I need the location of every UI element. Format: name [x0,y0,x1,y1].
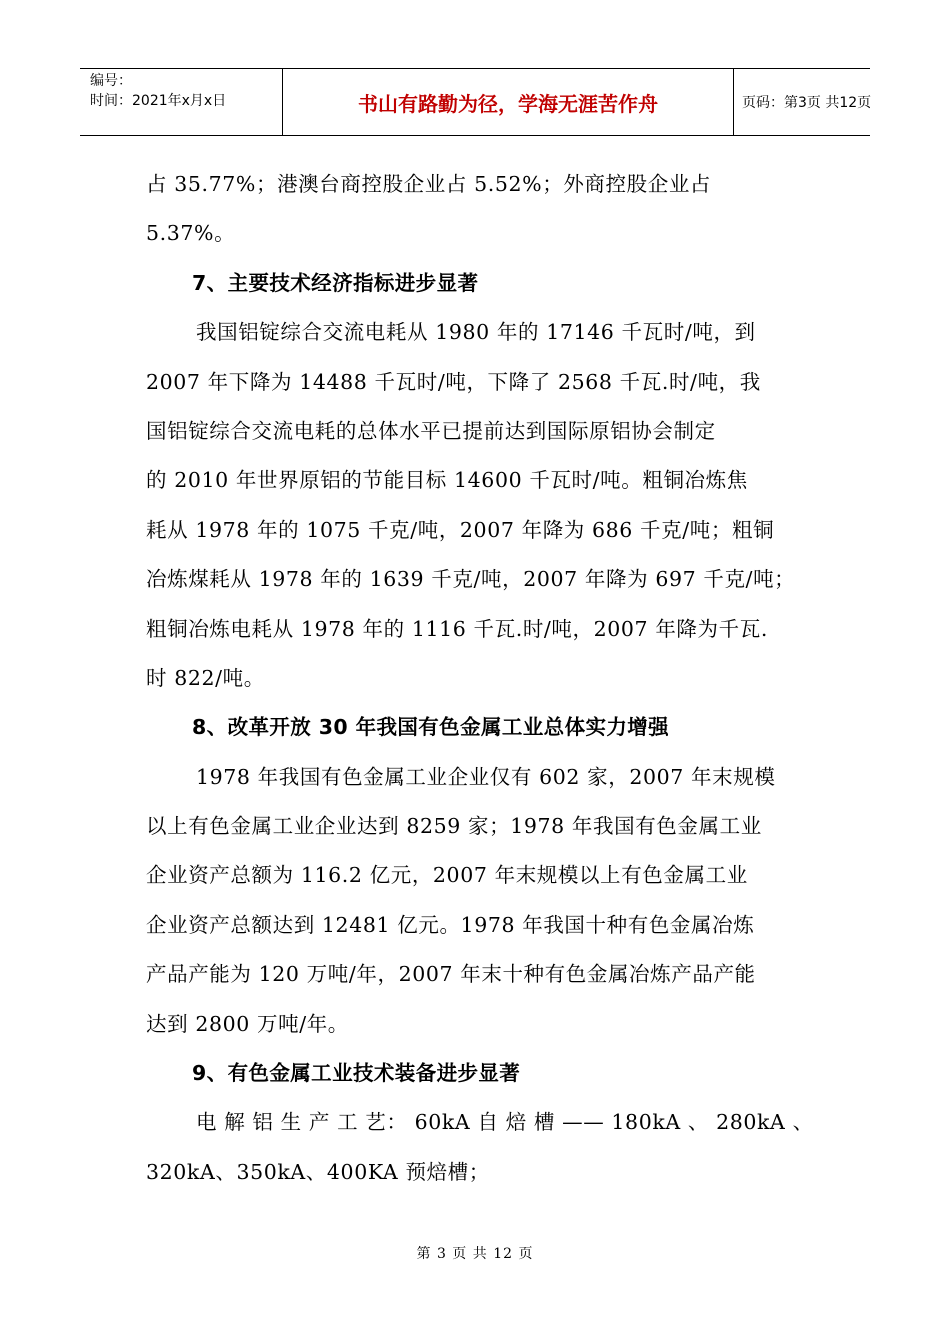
paragraph-line: 时 822/吨。 [146,665,265,690]
paragraph-line: 粗铜冶炼电耗从 1978 年的 1116 千瓦.时/吨，2007 年降为千瓦. [146,616,768,641]
header-meta-cell [80,69,283,135]
paragraph-line: 企业资产总额达到 12481 亿元。1978 年我国十种有色金属冶炼 [146,912,755,937]
document-body [146,160,816,1197]
document-number-label: 编号： [90,73,132,89]
section-heading-9: 9、有色金属工业技术装备进步显著 [192,1061,521,1086]
paragraph-line: 5.37%。 [146,221,236,246]
section-heading-8: 8、改革开放 30 年我国有色金属工业总体实力增强 [192,715,670,740]
section-heading-7: 7、主要技术经济指标进步显著 [192,270,479,295]
paragraph-line: 达到 2800 万吨/年。 [146,1011,349,1036]
paragraph-line: 耗从 1978 年的 1075 千克/吨，2007 年降为 686 千克/吨；粗铜 [146,517,775,542]
document-time-label: 时间：2021年x月x日 [90,93,227,109]
paragraph-line: 的 2010 年世界原铝的节能目标 14600 千瓦时/吨。粗铜冶炼焦 [146,468,748,493]
header-motto: 书山有路勤为径，学海无涯苦作舟 [283,69,734,135]
paragraph-line: 占 35.77%；港澳台商控股企业占 5.52%；外商控股企业占 [146,172,712,196]
page-header [80,68,870,136]
page-footer: 第 3 页 共 12 页 [416,1246,534,1262]
paragraph-line: 2007 年下降为 14488 千瓦时/吨，下降了 2568 千瓦.时/吨，我 [146,369,761,394]
paragraph-line: 产品产能为 120 万吨/年，2007 年末十种有色金属冶炼产品产能 [146,962,756,987]
paragraph-line: 320kA、350kA、400KA 预焙槽； [146,1159,490,1184]
paragraph-line: 我国铝锭综合交流电耗从 1980 年的 17146 千瓦时/吨，到 [196,320,756,345]
paragraph-line: 1978 年我国有色金属工业企业仅有 602 家，2007 年末规模 [196,764,776,789]
paragraph-line: 电 解 铝 生 产 工 艺： 60kA 自 焙 槽 —— 180kA 、 280kA 、 [196,1110,814,1135]
paragraph-line: 以上有色金属工业企业达到 8259 家；1978 年我国有色金属工业 [146,814,762,839]
paragraph-line: 企业资产总额为 116.2 亿元，2007 年末规模以上有色金属工业 [146,863,748,888]
paragraph-line: 冶炼煤耗从 1978 年的 1639 千克/吨，2007 年降为 697 千克/吨； [146,567,796,592]
paragraph-line: 国铝锭综合交流电耗的总体水平已提前达到国际原铝协会制定 [146,418,716,443]
header-page-code: 页码：第3页 共12页 [742,95,872,111]
